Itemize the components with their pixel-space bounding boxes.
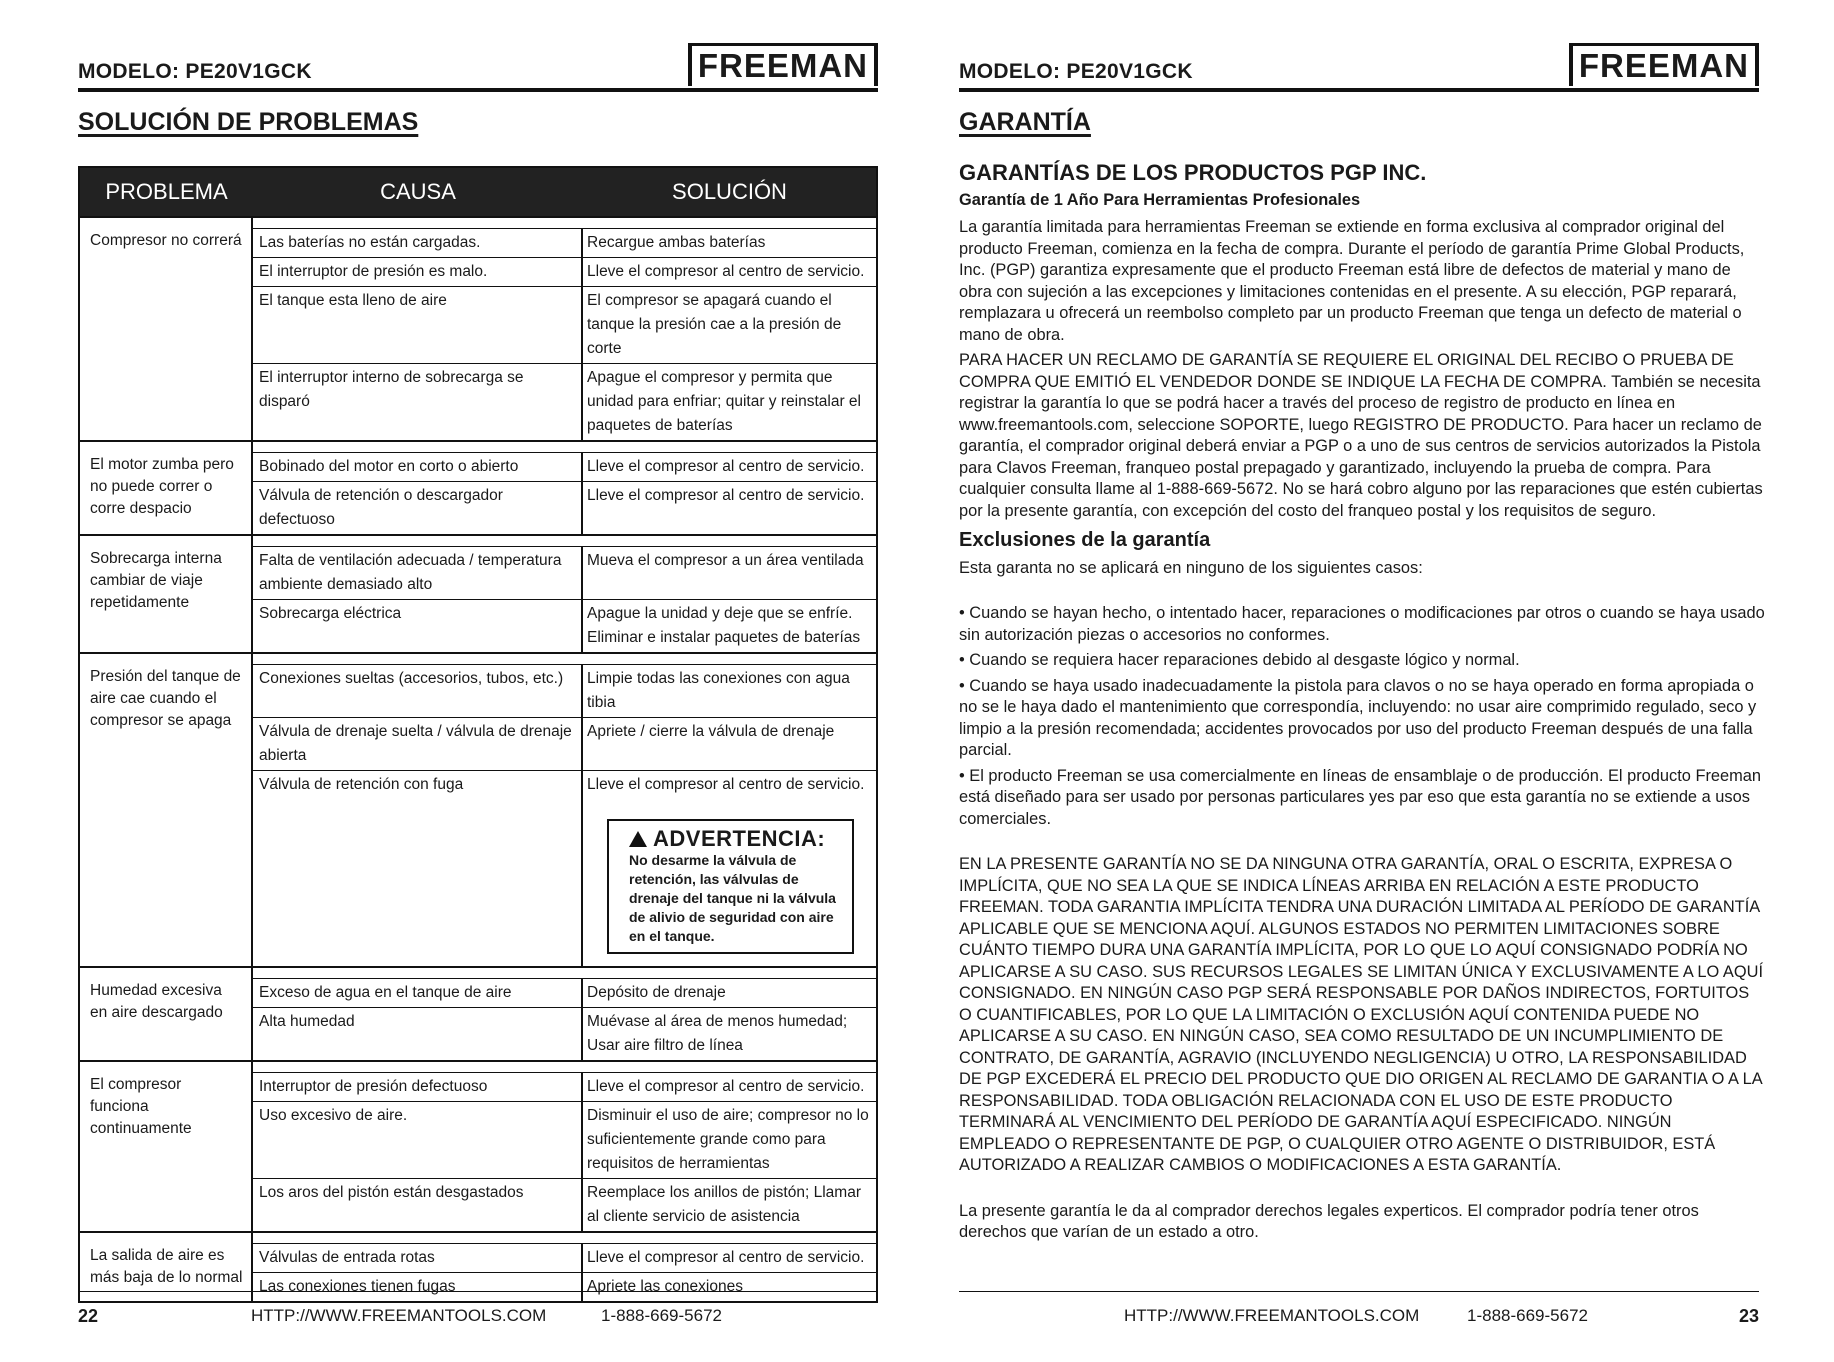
solution-cell bbox=[583, 771, 876, 966]
page-header bbox=[78, 42, 878, 92]
cause-cell: El interruptor de presión es malo. bbox=[253, 258, 583, 286]
header-solucion: SOLUCIÓN bbox=[672, 179, 787, 204]
page-number: 22 bbox=[78, 1306, 99, 1326]
table-row bbox=[253, 442, 876, 481]
solution-cell: Lleve el compresor al centro de servicio. bbox=[583, 452, 876, 481]
problem-cell: El compresor funciona continuamente bbox=[80, 1062, 253, 1231]
table-group bbox=[80, 652, 876, 966]
solution-cell: Apague el compresor y permita que unidad para enfriar; quitar y reinstalar el paquetes de baterías bbox=[587, 369, 861, 434]
table-row bbox=[253, 481, 876, 534]
table-row bbox=[253, 218, 876, 257]
bullet-item: • Cuando se hayan hecho, o intentado hacer, reparaciones o modificaciones par otros o cuando se haya usado sin autorización piezas o accesorios no conformes. bbox=[959, 604, 1765, 644]
freeman-logo: FREEMAN bbox=[688, 43, 878, 86]
problem-cell: La salida de aire es más baja de lo normal bbox=[80, 1233, 253, 1301]
cause-cell: Exceso de agua en el tanque de aire bbox=[253, 978, 583, 1007]
warning-text: No desarme la válvula de retención, las válvulas de drenaje del tanque ni la válvula de alivio de seguridad con aire en el tanque. bbox=[629, 852, 836, 944]
solution-cell: El compresor se apagará cuando el tanque la presión cae a la presión de corte bbox=[587, 292, 842, 357]
solution-cell: Apriete / cierre la válvula de drenaje bbox=[587, 723, 835, 740]
solution-cell: Reemplace los anillos de pistón; Llamar al cliente servicio de asistencia bbox=[587, 1184, 861, 1225]
cause-cell: El tanque esta lleno de aire bbox=[253, 287, 583, 363]
table-group bbox=[80, 1060, 876, 1231]
troubleshooting-table bbox=[78, 166, 878, 1303]
footer-phone: 1-888-669-5672 bbox=[601, 1306, 722, 1325]
page-footer bbox=[959, 1291, 1759, 1332]
table-row bbox=[253, 1007, 876, 1060]
warranty-subheading: Garantía de 1 Año Para Herramientas Profesionales bbox=[959, 190, 1361, 209]
model-label: MODELO: PE20V1GCK bbox=[959, 60, 1193, 83]
page-number: 23 bbox=[1738, 1306, 1759, 1326]
warranty-text bbox=[959, 162, 1765, 1248]
cause-cell: Los aros del pistón están desgastados bbox=[253, 1179, 583, 1231]
table-row bbox=[253, 599, 876, 652]
cause-cell: Alta humedad bbox=[253, 1008, 583, 1060]
solution-cell: Depósito de drenaje bbox=[583, 978, 876, 1007]
solution-text: Lleve el compresor al centro de servicio. bbox=[587, 776, 865, 793]
table-row bbox=[253, 286, 876, 363]
warning-title: ADVERTENCIA: bbox=[653, 826, 826, 851]
cause-cell: El interruptor interno de sobrecarga se disparó bbox=[253, 364, 583, 440]
cause-cell: Las conexiones tienen fugas bbox=[253, 1273, 583, 1301]
table-row bbox=[253, 363, 876, 440]
warning-box bbox=[607, 819, 854, 954]
problem-cell: Humedad excesiva en aire descargado bbox=[80, 968, 253, 1060]
cause-cell: Válvula de drenaje suelta / válvula de drenaje abierta bbox=[253, 718, 583, 770]
footer-phone: 1-888-669-5672 bbox=[1467, 1306, 1588, 1325]
exclusions-intro: Esta garanta no se aplicará en ninguno de los siguientes casos: bbox=[959, 558, 1423, 577]
paragraph: La garantía limitada para herramientas Freeman se extiende en forma exclusiva al comprador original del producto Freeman, comienza en la fecha de compra. Durante el período de garantía Prime Global Products, Inc. (PGP) garantiza expresamente que el producto Freeman está libre de defectos de material y mano de obra con sujeción a las excepciones y limitaciones contenidas en el presente. A su elección, PGP reparará, remplazara u ofrecerá un reembolso completo par un producto Freeman que tenga un defecto de material o mano de obra. bbox=[959, 218, 1745, 344]
cause-cell: Las baterías no están cargadas. bbox=[253, 228, 583, 257]
solution-cell: Apague la unidad y deje que se enfríe. Eliminar e instalar paquetes de baterías bbox=[587, 605, 861, 646]
problem-cell: Sobrecarga interna cambiar de viaje repetidamente bbox=[80, 536, 253, 652]
page-footer bbox=[78, 1291, 878, 1332]
freeman-logo: FREEMAN bbox=[1569, 43, 1759, 86]
solution-cell: Lleve el compresor al centro de servicio. bbox=[583, 1072, 876, 1101]
problem-cell: Presión del tanque de aire cae cuando el compresor se apaga bbox=[80, 654, 253, 966]
table-header-row bbox=[80, 168, 876, 216]
solution-cell: Mueva el compresor a un área ventilada bbox=[583, 546, 876, 599]
paragraph: La presente garantía le da al comprador derechos legales experticos. El comprador podría tener otros derechos que varían de un estado a otro. bbox=[959, 1201, 1699, 1241]
footer-url: HTTP://WWW.FREEMANTOOLS.COM bbox=[251, 1306, 547, 1325]
table-row bbox=[253, 1178, 876, 1231]
solution-cell: Apriete las conexiones bbox=[587, 1278, 743, 1295]
header-causa: CAUSA bbox=[380, 179, 456, 204]
footer-url: HTTP://WWW.FREEMANTOOLS.COM bbox=[1124, 1306, 1420, 1325]
cause-cell: Uso excesivo de aire. bbox=[253, 1102, 583, 1178]
bullet-item: • Cuando se requiera hacer reparaciones debido al desgaste lógico y normal. bbox=[959, 651, 1520, 669]
cause-cell: Bobinado del motor en corto o abierto bbox=[253, 452, 583, 481]
table-row bbox=[253, 1062, 876, 1101]
table-group bbox=[80, 216, 876, 440]
table-group bbox=[80, 966, 876, 1060]
table-group bbox=[80, 534, 876, 652]
warranty-heading: GARANTÍAS DE LOS PRODUCTOS PGP INC. bbox=[959, 160, 1427, 185]
table-group bbox=[80, 440, 876, 534]
bullet-item: • Cuando se haya usado inadecuadamente la pistola para clavos o no se haya operado en forma apropiada o no se le haya dado el mantenimiento que correspondía, incluyendo: no usar aire comprimido regulado, seco y limpio a la presión recomendada; accidentes provocados por uso del producto Freeman después de una falla parcial. bbox=[959, 676, 1757, 759]
table-row bbox=[253, 770, 876, 966]
paragraph: EN LA PRESENTE GARANTÍA NO SE DA NINGUNA OTRA GARANTÍA, ORAL O ESCRITA, EXPRESA O IMPLÍCITA, QUE NO SEA LA QUE SE INDICA LÍNEAS ARRIBA EN RELACIÓN A ESTE PRODUCTO FREEMAN. TODA GARANTIA IMPLÍCITA TENDRA UNA DURACIÓN LIMITADA AL PERÍODO DE GARANTÍA APLICABLE QUE SE MENCIONA AQUÍ. ALGUNOS ESTADOS NO PERMITEN LIMITACIONES SOBRE CUÁNTO TIEMPO DURA UNA GARANTÍA IMPLÍCITA, POR LO QUE LO AQUÍ CONSIGNADO PODRÍA NO APLICARSE A SU CASO. SUS RECURSOS LEGALES SE LIMITAN ÚNICA Y EXCLUSIVAMENTE A LO AQUÍ CONSIGNADO. EN NINGÚN CASO PGP SERÁ RESPONSABLE POR DAÑOS INDIRECTOS, FORTUITOS O CUANTIFICABLES, POR LO QUE LA LIMITACIÓN O EXCLUSIÓN AQUÍ CONTENIDA PUEDE NO APLICARSE A SU CASO. EN NINGÚN CASO, SEA COMO RESULTADO DE UN INCUMPLIMIENTO DE CONTRATO, DE GARANTÍA, AGRAVIO (INCLUYENDO NEGLIGENCIA) U OTRO, LA RESPONSABILIDAD DE PGP EXCEDERÁ EL PRECIO DEL PRODUCTO QUE DIO ORIGEN AL RECLAMO DE GARANTIA O A LA RESPONSABILIDAD. TODA OBLIGACIÓN RELACIONADA CON EL USO DE ESTE PRODUCTO TERMINARÁ AL VENCIMIENTO DEL PERÍODO DE GARANTÍA AQUÍ ESPECIFICADO. NINGÚN EMPLEADO O REPRESENTANTE DE PGP, O CUALQUIER OTRO AGENTE O DISTRIBUIDOR, ESTÁ AUTORIZADO A REALIZAR CAMBIOS O MODIFICACIONES A ESTA GARANTÍA. bbox=[959, 855, 1764, 1174]
table-row bbox=[253, 257, 876, 286]
table-row bbox=[253, 968, 876, 1007]
bullet-item: • El producto Freeman se usa comercialmente en líneas de ensamblaje o de producción. El producto Freeman está diseñado para ser usado por personas particulares yes par eso que esta garantía no se extiende a usos comerciales. bbox=[959, 766, 1762, 828]
cause-cell: Válvula de retención o descargador defectuoso bbox=[253, 482, 583, 534]
warning-title-line bbox=[629, 827, 840, 851]
cause-cell: Falta de ventilación adecuada / temperatura ambiente demasiado alto bbox=[253, 546, 583, 599]
solution-cell: Limpie todas las conexiones con agua tibia bbox=[583, 664, 876, 717]
table-row bbox=[253, 536, 876, 599]
page-header bbox=[959, 42, 1759, 92]
solution-cell: Disminuir el uso de aire; compresor no lo suficientemente grande como para requisitos de herramientas bbox=[587, 1107, 869, 1172]
model-label: MODELO: PE20V1GCK bbox=[78, 60, 312, 83]
solution-cell: Muévase al área de menos humedad; Usar aire filtro de línea bbox=[587, 1013, 848, 1054]
table-row bbox=[253, 1101, 876, 1178]
section-title: GARANTÍA bbox=[959, 108, 1091, 136]
table-row bbox=[253, 654, 876, 717]
solution-cell: Recargue ambas baterías bbox=[583, 228, 876, 257]
right-page bbox=[917, 0, 1834, 1362]
table-row bbox=[253, 1233, 876, 1272]
header-problema: PROBLEMA bbox=[105, 179, 228, 204]
cause-cell: Válvula de retención con fuga bbox=[253, 771, 583, 966]
solution-cell: Lleve el compresor al centro de servicio. bbox=[583, 1243, 876, 1272]
table-row bbox=[253, 717, 876, 770]
exclusions-heading: Exclusiones de la garantía bbox=[959, 529, 1211, 551]
warning-triangle-icon bbox=[629, 831, 647, 847]
cause-cell: Válvulas de entrada rotas bbox=[253, 1243, 583, 1272]
section-title: SOLUCIÓN DE PROBLEMAS bbox=[78, 108, 419, 136]
problem-cell: Compresor no correrá bbox=[80, 218, 253, 440]
solution-cell: Lleve el compresor al centro de servicio. bbox=[587, 487, 865, 504]
problem-cell: El motor zumba pero no puede correr o corre despacio bbox=[80, 442, 253, 534]
cause-cell: Conexiones sueltas (accesorios, tubos, etc.) bbox=[253, 664, 583, 717]
cause-cell: Interruptor de presión defectuoso bbox=[253, 1072, 583, 1101]
cause-cell: Sobrecarga eléctrica bbox=[253, 600, 583, 652]
paragraph: PARA HACER UN RECLAMO DE GARANTÍA SE REQUIERE EL ORIGINAL DEL RECIBO O PRUEBA DE COMPRA QUE EMITIÓ EL VENDEDOR DONDE SE INDIQUE LA FECHA DE COMPRA. También se necesita registrar la garantía lo que se podrá hacer a través del proceso de registro de producto en línea en www.freemantools.com, seleccione SOPORTE, luego REGISTRO DE PRODUCTO. Para hacer un reclamo de garantía, el comprador original deberá enviar a PGP o a uno de sus centros de servicios autorizados la Pistola para Clavos Freeman, franqueo postal prepagado y garantizado, incluyendo la prueba de compra. Para cualquier consulta llame al 1-888-669-5672. No se hará cobro alguno por las reparaciones que estén cubiertas por la presente garantía, con excepción del costo del franqueo postal y los requisitos de seguro. bbox=[959, 351, 1763, 520]
solution-cell: Lleve el compresor al centro de servicio. bbox=[587, 263, 865, 280]
